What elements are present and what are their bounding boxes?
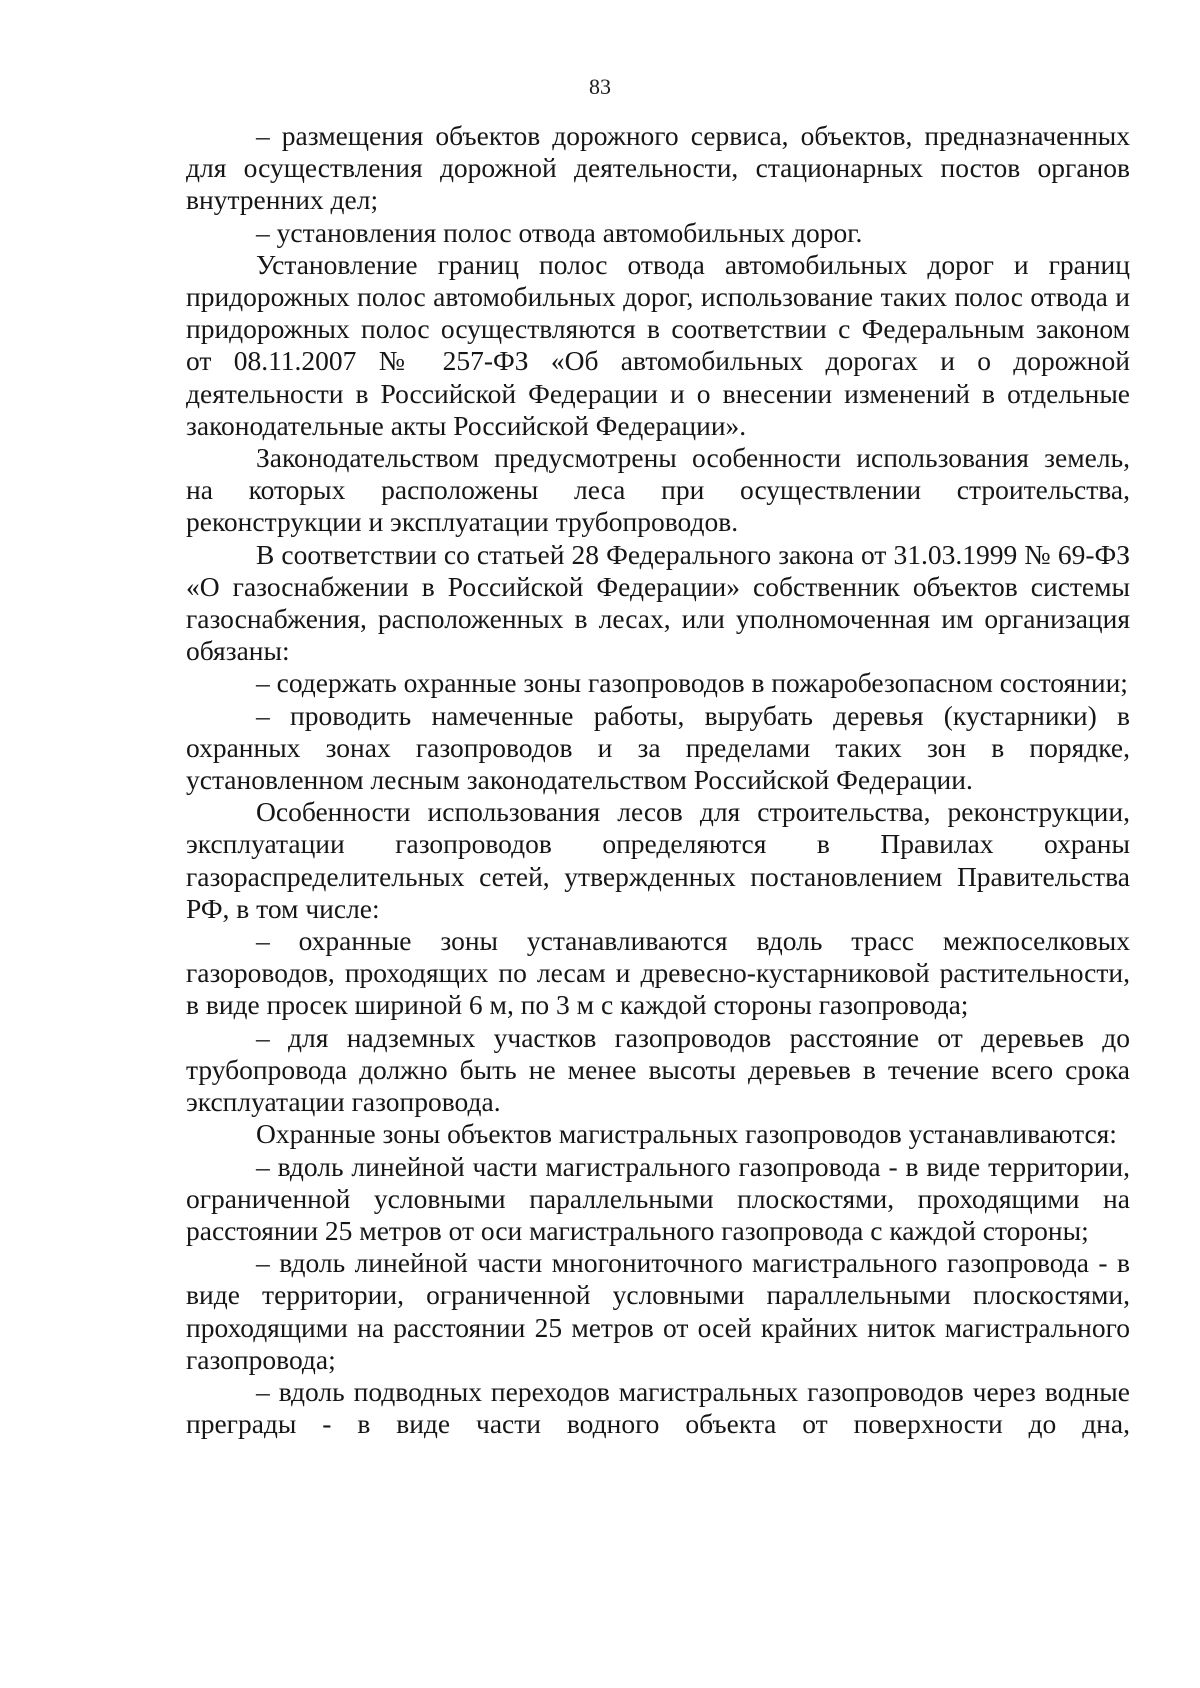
text-line: – содержать охранные зоны газопроводов в пожаробезопасном bbox=[256, 667, 993, 699]
text-line: постов органов внутренних дел; bbox=[186, 152, 1130, 216]
text-line: установленном лесным законодательством Российской Федерации. bbox=[186, 764, 973, 796]
text-line: деятельности в Российской Федерации и о внесении изменений в отдельные bbox=[186, 377, 1130, 409]
paragraph-road-service-placement bbox=[186, 120, 1130, 217]
paragraph-forest-land-features bbox=[186, 442, 1130, 539]
text-line: газороводов, проходящих по лесам и древесно-кустарниковой растительности, bbox=[186, 957, 1130, 989]
text-line: каждой стороны; bbox=[889, 1214, 1089, 1246]
text-line: в виде просек шириной 6 м, по 3 м с каждой стороны газопровода; bbox=[186, 989, 969, 1021]
paragraph-protective-zones-clearings bbox=[186, 925, 1130, 1022]
paragraph-gas-distribution-rules bbox=[186, 796, 1130, 925]
text-line: Законодательством предусмотрены особенности использования земель, bbox=[256, 442, 1130, 474]
text-line: газопровода; bbox=[186, 1343, 336, 1375]
text-line: территории, ограниченной условными параллельными плоскостями, bbox=[186, 1150, 1130, 1214]
paragraph-boundaries-federal-law bbox=[186, 249, 1130, 442]
text-line: на которых расположены леса при осуществлении строительства, bbox=[186, 474, 1130, 506]
text-line: законодательные акты Российской Федерации». bbox=[186, 409, 747, 441]
text-line: – установления полос отвода автомобильных дорог. bbox=[256, 216, 863, 248]
document-body bbox=[186, 120, 1130, 1440]
paragraph-underwater-crossings bbox=[186, 1376, 1130, 1440]
text-line: – охранные зоны устанавливаются вдоль трасс межпоселковых bbox=[256, 925, 1130, 957]
text-line: Установление границ полос отвода автомобильных дорог и границ bbox=[256, 248, 1130, 280]
paragraph-trunk-pipeline-zones bbox=[186, 1118, 1130, 1150]
paragraph-right-of-way-establishment bbox=[186, 217, 1130, 249]
text-line: – вдоль линейной части многониточного магистрального газопровода - bbox=[256, 1247, 1108, 1279]
paragraph-above-ground-sections bbox=[186, 1022, 1130, 1119]
text-line: В соответствии со статьей 28 Федерального закона от 31.03.1999 bbox=[256, 538, 1018, 570]
page-number: 83 bbox=[589, 74, 611, 99]
text-line: состоянии; bbox=[999, 667, 1128, 699]
text-line: Особенности использования лесов для строительства, реконструкции, bbox=[256, 796, 1130, 828]
text-line: Охранные зоны объектов магистральных газопроводов bbox=[256, 1118, 902, 1150]
text-line: – вдоль подводных переходов магистральных газопроводов через bbox=[256, 1375, 1036, 1407]
text-line: – для надземных участков газопроводов расстояние от деревьев до bbox=[256, 1021, 1130, 1053]
text-line: и придорожных полос осуществляются в соответствии с Федеральным bbox=[186, 281, 1131, 345]
text-line: – проводить намеченные работы, вырубать деревья (кустарники) в bbox=[256, 699, 1130, 731]
paragraph-tree-cutting bbox=[186, 700, 1130, 797]
text-line: охранных зонах газопроводов и за пределами таких зон в порядке, bbox=[186, 731, 1130, 763]
paragraph-fire-safe-zones bbox=[186, 667, 1130, 699]
text-line: эксплуатации газопровода. bbox=[186, 1086, 501, 1118]
text-line: – размещения объектов дорожного сервиса, объектов, bbox=[256, 120, 913, 151]
paragraph-gas-supply-law bbox=[186, 539, 1130, 668]
text-line: проходящими на расстоянии 25 метров от оси магистрального газопровода с bbox=[186, 1182, 1130, 1246]
text-line: № 69-ФЗ «О газоснабжении в Российской Федерации» собственник объектов bbox=[186, 538, 1130, 602]
paragraph-linear-part bbox=[186, 1151, 1130, 1248]
text-line: трубопровода должно быть не менее высоты деревьев в течение всего срока bbox=[186, 1053, 1130, 1085]
text-line: им организация обязаны: bbox=[186, 603, 1130, 667]
text-line: устанавливаются: bbox=[908, 1118, 1117, 1150]
text-line: – вдоль линейной части магистрального газопровода - в виде bbox=[256, 1150, 981, 1182]
text-line: водные преграды - в виде части водного объекта от поверхности до дна, bbox=[186, 1375, 1130, 1440]
text-line: предназначенных для осуществления дорожной деятельности, стационарных bbox=[186, 120, 1131, 184]
text-line: реконструкции и эксплуатации трубопроводов. bbox=[186, 506, 739, 538]
paragraph-multi-line-pipeline bbox=[186, 1247, 1130, 1376]
text-line: РФ, в том числе: bbox=[186, 892, 380, 924]
text-line: законом от 08.11.2007 № 257-ФЗ «Об автомобильных дорогах и о дорожной bbox=[186, 313, 1130, 377]
text-line: газораспределительных сетей, утвержденных постановлением Правительства bbox=[186, 860, 1130, 892]
text-line: системы газоснабжения, расположенных в лесах, или уполномоченная bbox=[186, 570, 1130, 635]
text-line: придорожных полос автомобильных дорог, использование таких полос отвода bbox=[186, 281, 1108, 313]
text-line: проходящими на расстоянии 25 метров от осей крайних ниток магистрального bbox=[186, 1311, 1130, 1343]
text-line: эксплуатации газопроводов определяются в Правилах охраны bbox=[186, 828, 1130, 860]
text-line: в виде территории, ограниченной условными параллельными плоскостями, bbox=[186, 1247, 1130, 1311]
